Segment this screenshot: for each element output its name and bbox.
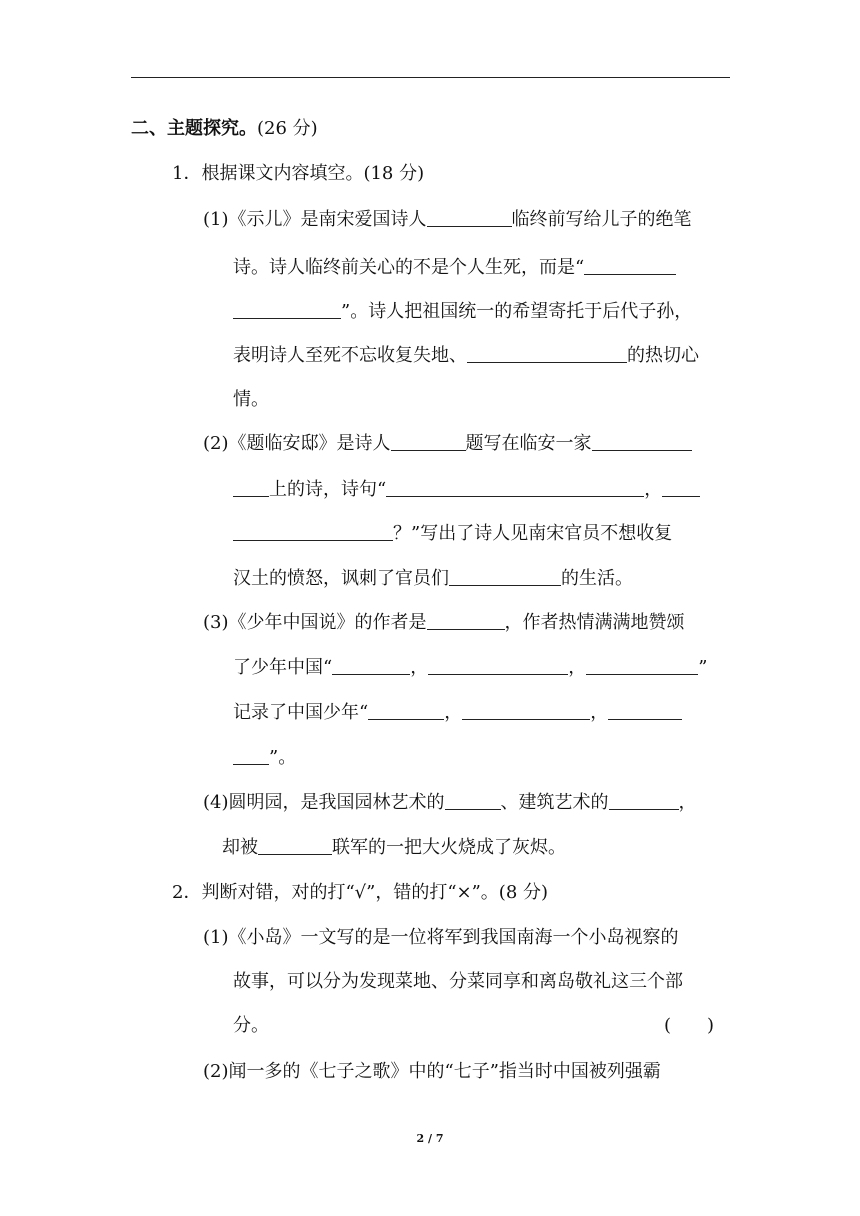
blank[interactable] — [386, 494, 644, 497]
q1-item2-line1: (2)《题临安邸》是诗人 题写在临安一家 — [203, 432, 692, 456]
blank[interactable] — [662, 494, 700, 497]
blank[interactable] — [427, 224, 512, 227]
blank[interactable] — [427, 627, 505, 630]
q2-stem: 2．判断对错，对的打“√”，错的打“×”。(8 分) — [172, 882, 549, 903]
blank[interactable] — [368, 717, 444, 720]
q1-item1-line4: 表明诗人至死不忘收复失地、 的热切心 — [233, 345, 699, 366]
blank[interactable] — [233, 762, 269, 765]
section-title: 二、主题探究。 — [131, 118, 257, 139]
blank[interactable] — [449, 583, 561, 586]
blank[interactable] — [428, 672, 568, 675]
blank[interactable] — [467, 360, 627, 363]
q1-stem: 1．根据课文内容填空。(18 分) — [172, 163, 425, 184]
blank[interactable] — [586, 672, 698, 675]
section-points: (26 分) — [257, 118, 318, 139]
q2-item1-line3: 分。 — [233, 1015, 269, 1036]
q1-item2-line2: 上的诗，诗句“ ， — [233, 478, 700, 502]
section-heading — [131, 117, 318, 141]
q1-item1-line5: 情。 — [233, 389, 269, 410]
q2-item2-line1: (2)闻一多的《七子之歌》中的“七子”指当时中国被列强霸 — [203, 1061, 661, 1082]
q1-item1-line3: ”。诗人把祖国统一的希望寄托于后代子孙， — [233, 300, 692, 324]
q1-item3-line1: (3)《少年中国说》的作者是 ，作者热情满满地赞颂 — [203, 612, 685, 633]
header-rule — [131, 77, 730, 78]
blank[interactable] — [258, 852, 332, 855]
blank[interactable] — [391, 448, 466, 451]
blank[interactable] — [233, 316, 341, 319]
blank[interactable] — [445, 807, 501, 810]
blank[interactable] — [332, 672, 410, 675]
blank[interactable] — [462, 717, 590, 720]
q1-item3-line2: 了少年中国“ ， ， ” — [233, 657, 708, 678]
q1-item2-line4: 汉土的愤怒，讽刺了官员们 的生活。 — [233, 568, 633, 589]
blank[interactable] — [608, 717, 682, 720]
q1-item1-line1: (1)《示儿》是南宋爱国诗人 临终前写给儿子的绝笔 — [203, 209, 692, 230]
q1-item1-line2: 诗。诗人临终前关心的不是个人生死，而是“ — [233, 256, 676, 280]
q1-item4-line1: (4)圆明园，是我国园林艺术的 、建筑艺术的 ， — [203, 792, 697, 813]
blank[interactable] — [592, 448, 692, 451]
q2-item1-line2: 故事，可以分为发现菜地、分菜同享和离岛敬礼这三个部 — [233, 971, 683, 992]
page-number: 2 / 7 — [416, 1132, 444, 1145]
blank[interactable] — [233, 538, 393, 541]
q1-item3-line3: 记录了中国少年“ ， ， — [233, 701, 682, 725]
q2-item1-line1: (1)《小岛》一文写的是一位将军到我国南海一个小岛视察的 — [203, 927, 679, 948]
q1-item3-line4: ”。 — [233, 746, 296, 770]
q1-item4-line2: 却被 联军的一把大火烧成了灰烬。 — [222, 837, 566, 858]
blank[interactable] — [584, 272, 676, 275]
blank[interactable] — [609, 807, 679, 810]
blank[interactable] — [233, 494, 269, 497]
answer-bracket[interactable]: ( ) — [664, 1015, 715, 1036]
q1-item2-line3: ？”写出了诗人见南宋官员不想收复 — [233, 522, 672, 546]
